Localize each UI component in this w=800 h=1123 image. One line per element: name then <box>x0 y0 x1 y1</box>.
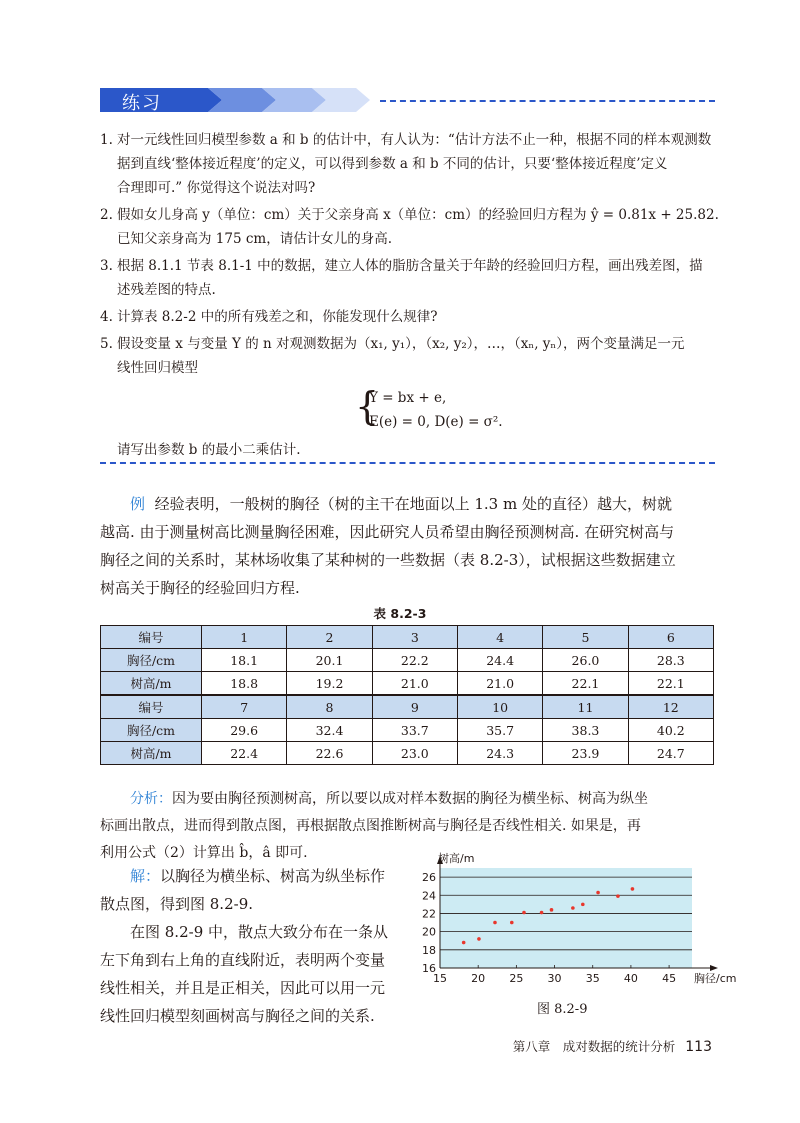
bottom-dashed-rule <box>100 462 715 464</box>
figure-caption: 图 8.2-9 <box>537 1002 588 1017</box>
data-point <box>462 941 466 945</box>
table-row: 编号 1 2 3 4 5 6 <box>101 626 714 649</box>
y-tick-label: 16 <box>422 962 436 975</box>
x-tick-label: 15 <box>433 972 447 985</box>
page-footer <box>513 1037 712 1055</box>
model-equation: Y = bx + e, <box>369 390 447 406</box>
regression-model-system <box>355 384 715 434</box>
analysis-label: 分析： <box>130 791 172 807</box>
exercise-1: 1. 对一元线性回归模型参数 a 和 b 的估计中，有人认为：“估计方法不止一种，根据不同的样本观测数 据到直线‘整体接近程度’的定义，可以得到参数 a 和 b 不同的估计，只要‘整体接近程度’定义 合理即可.” 你觉得这个说法对吗? <box>100 132 712 196</box>
exercise-2: 2. 假如女儿身高 y（单位：cm）关于父亲身高 x（单位：cm）的经验回归方程为 ŷ = 0.81x + 25.82. 已知父亲身高为 175 cm，请估计女儿的身高. <box>100 207 719 247</box>
table-row: 树高/m 22.4 22.6 23.0 24.3 23.9 24.7 <box>101 742 714 765</box>
data-point <box>631 887 635 891</box>
table-row: 胸径/cm 18.1 20.1 22.2 24.4 26.0 28.3 <box>101 649 714 672</box>
table-row: 编号 7 8 9 10 11 12 <box>101 695 714 719</box>
x-axis-label: 胸径/cm <box>694 972 737 985</box>
x-tick-label: 25 <box>509 972 524 985</box>
table-row: 树高/m 18.8 19.2 21.0 21.0 22.1 22.1 <box>101 672 714 696</box>
exercise-list <box>100 128 719 462</box>
x-tick-label: 20 <box>471 972 486 985</box>
analysis-text: 分析：因为要由胸径预测树高，所以要以成对样本数据的胸径为横坐标、树高为纵坐 标画出散点，进而得到散点图，再根据散点图推断树高与胸径是否线性相关. 如果是，再 利用公式（2）计算出 b̂，â 即可. <box>100 791 648 861</box>
x-tick-label: 35 <box>585 972 600 985</box>
page-number: 113 <box>685 1039 712 1055</box>
y-tick-label: 26 <box>422 871 436 885</box>
data-point <box>616 894 620 898</box>
data-point <box>596 891 600 895</box>
data-point <box>550 908 554 912</box>
x-axis-arrow <box>710 965 718 971</box>
table-row: 胸径/cm 29.6 32.4 33.7 35.7 38.3 40.2 <box>101 719 714 742</box>
exercise-4: 4. 计算表 8.2-2 中的所有残差之和，你能发现什么规律? <box>100 309 438 325</box>
exercise-3: 3. 根据 8.1.1 节表 8.1-1 中的数据，建立人体的脂肪含量关于年龄的经验回归方程，画出残差图，描 述残差图的特点. <box>100 258 703 298</box>
y-axis-label: 树高/m <box>438 852 475 865</box>
solution-text: 解：以胸径为横坐标、树高为纵坐标作 散点图，得到图 8.2-9. 在图 8.2-9 中，散点大致分布在一条从 左下角到右上角的直线附近，表明两个变量 线性相关，并且是正相关，因此可以用一元 线性回归模型刻画树高与胸径之间的关系. <box>100 867 389 1025</box>
chapter-title: 第八章 成对数据的统计分析 <box>512 1039 676 1054</box>
x-tick-label: 40 <box>623 972 638 985</box>
top-dashed-rule <box>380 100 715 102</box>
data-point <box>493 921 497 925</box>
data-point <box>477 937 481 941</box>
solution-label: 解： <box>130 867 161 885</box>
example-label: 例 <box>130 495 146 513</box>
section-title: 练习 <box>122 93 162 114</box>
data-table <box>100 625 714 765</box>
scatter-plot <box>420 848 737 996</box>
data-point <box>540 911 544 915</box>
x-tick-label: 45 <box>662 972 677 985</box>
example-text: 例 经验表明，一般树的胸径（树的主干在地面以上 1.3 m 处的直径）越大，树就 越高. 由于测量树高比测量胸径困难，因此研究人员希望由胸径预测树高. 在研究树高与 胸径之间的关系时，某林场收集了某种树的一些数据（表 8.2-3），试根据这些数据建立 树高关于胸径的经验回归方程. <box>100 495 676 597</box>
plot-background <box>440 868 692 968</box>
data-point <box>581 903 585 907</box>
exercise-5: 5. 假设变量 x 与变量 Y 的 n 对观测数据为（x₁, y₁），（x₂, y₂），…，（xₙ, yₙ），两个变量满足一元 线性回归模型 { Y = bx + e, E(e) = 0, D(e) = σ². 请写出参数 b 的最小二乘估计. <box>100 332 715 462</box>
error-assumptions: E(e) = 0, D(e) = σ². <box>369 414 503 430</box>
y-tick-label: 18 <box>422 943 436 957</box>
data-point <box>510 921 514 925</box>
y-tick-label: 24 <box>422 889 436 903</box>
data-point <box>522 911 526 915</box>
y-tick-label: 22 <box>422 907 436 921</box>
y-tick-label: 20 <box>422 925 436 939</box>
x-tick-label: 30 <box>547 972 562 985</box>
table-caption: 表 8.2-3 <box>373 606 427 621</box>
data-point <box>571 906 575 910</box>
left-brace: { <box>355 384 380 428</box>
